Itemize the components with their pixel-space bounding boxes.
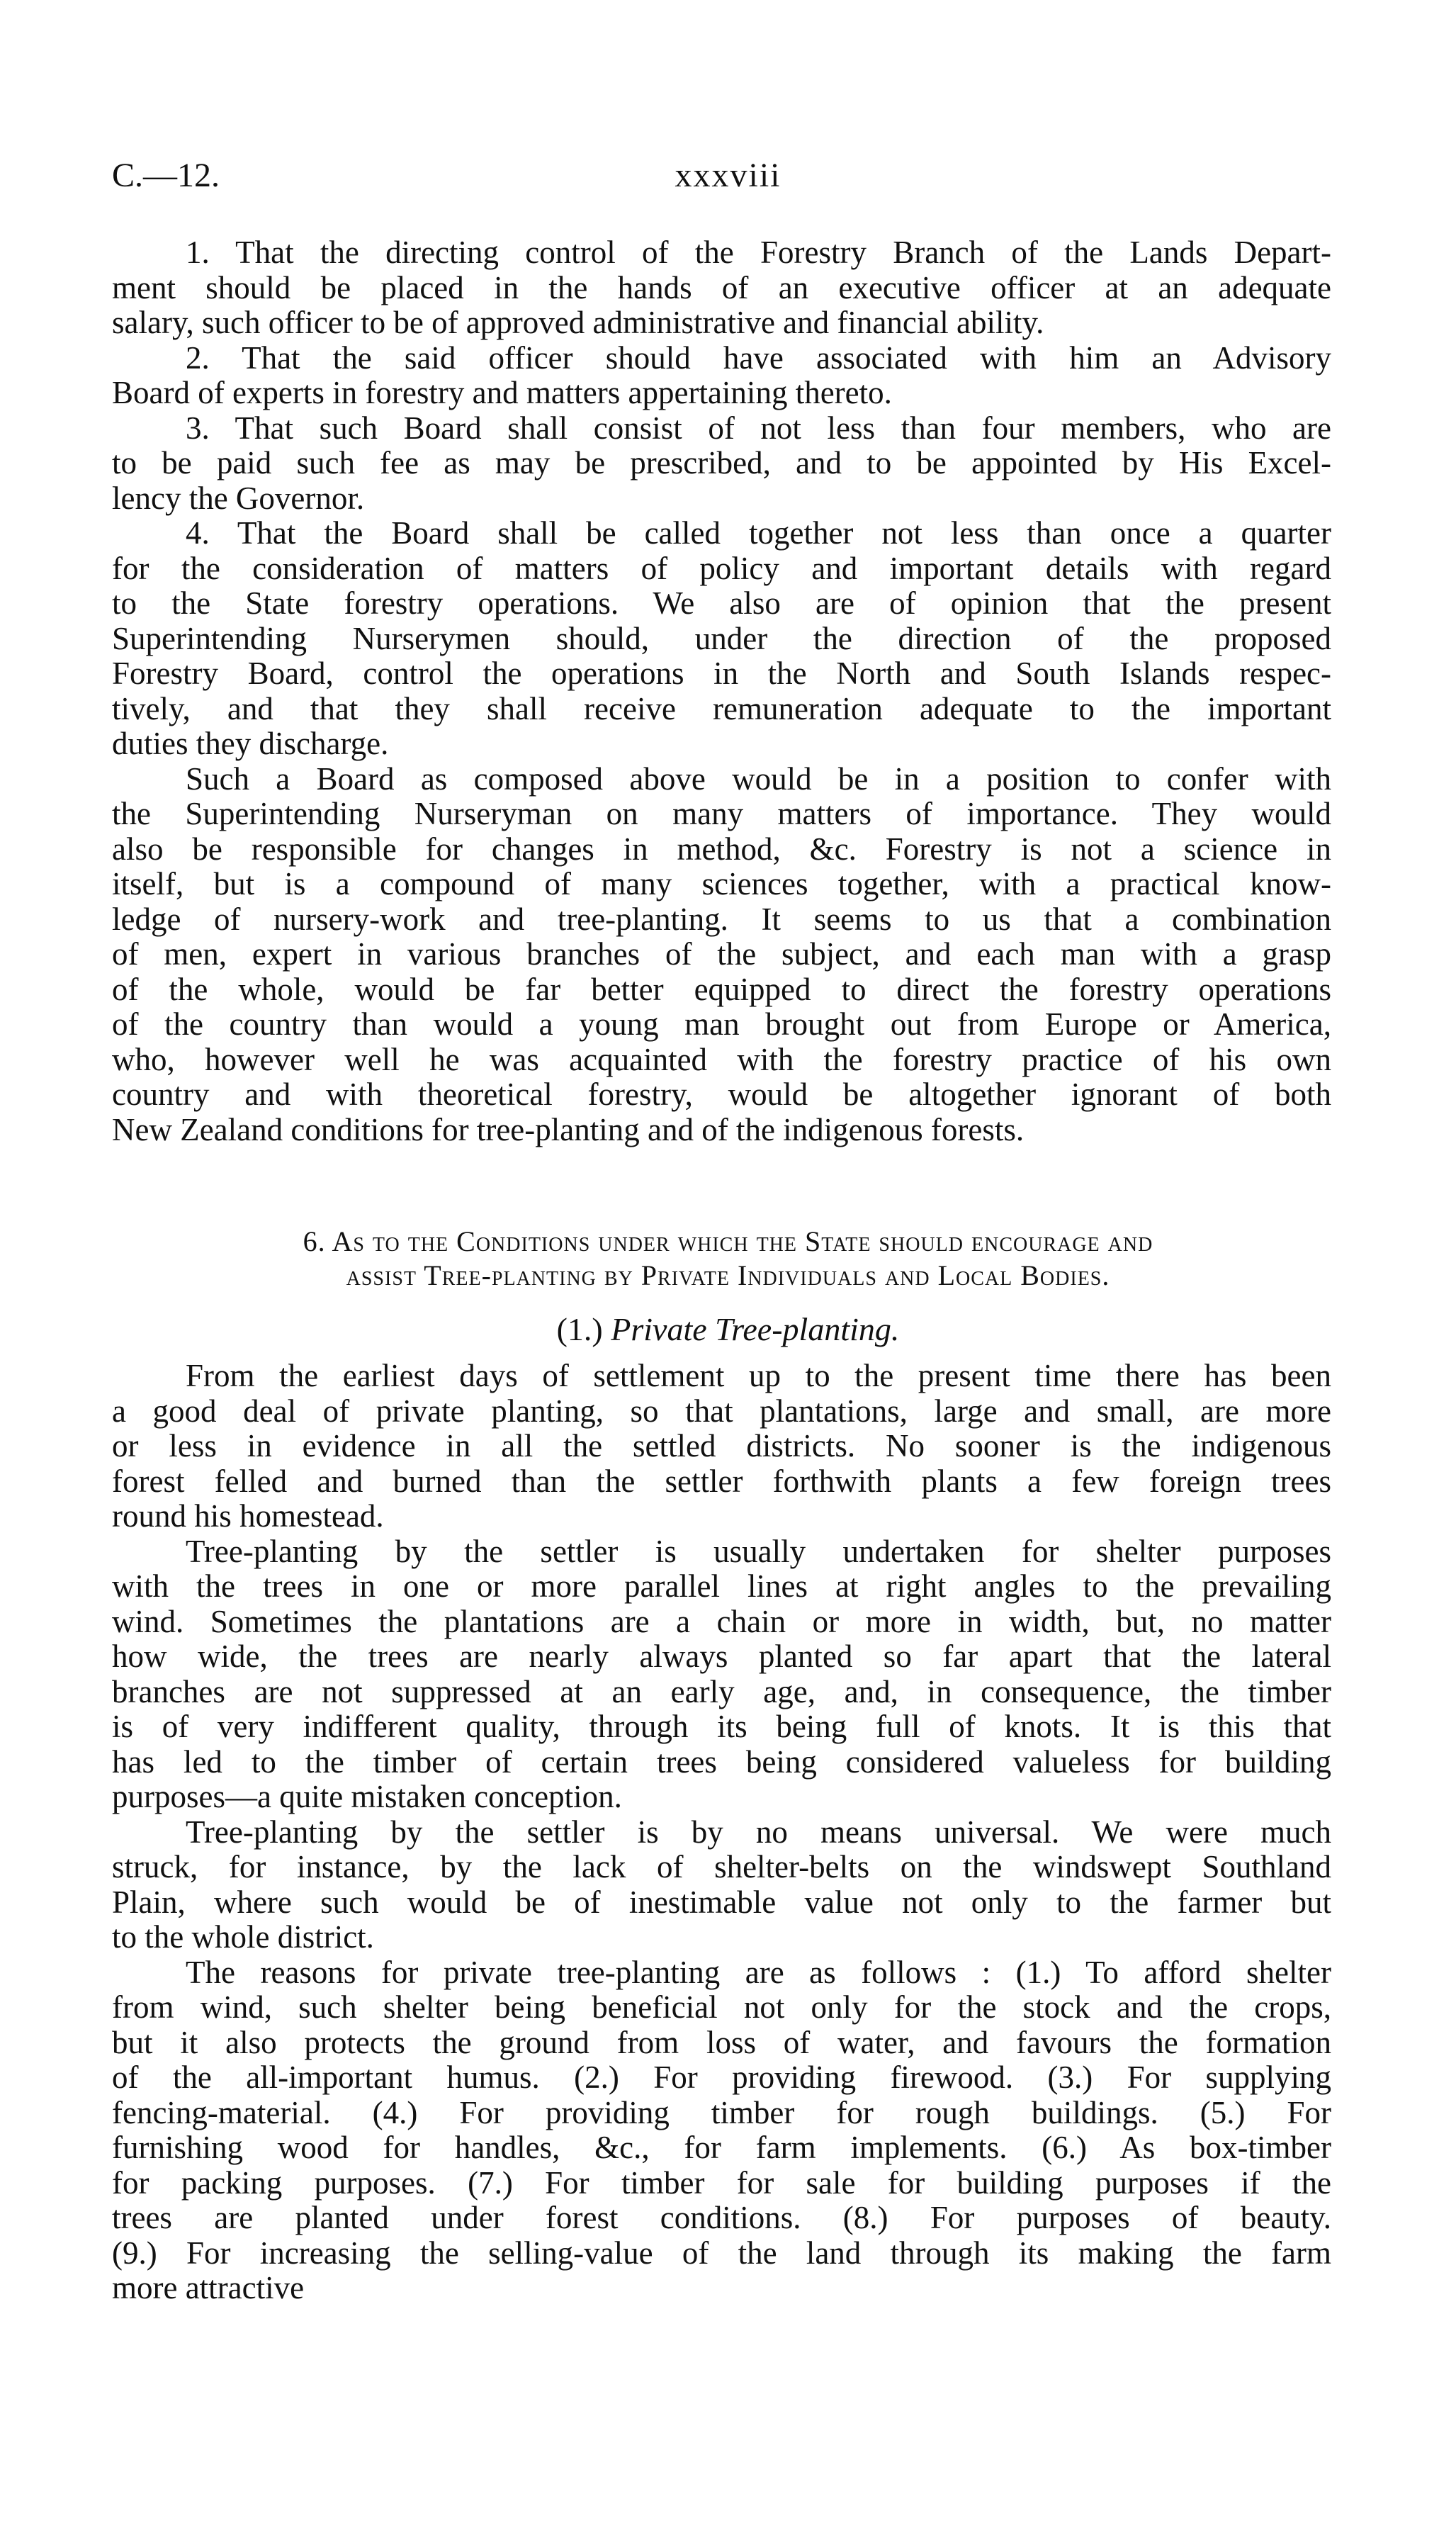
- text-line: for packing purposes. (7.) For timber for sale for building purposes if the: [112, 2164, 1331, 2201]
- text-line: is of very indifferent quality, through its being full of knots. It is this that: [112, 1709, 1331, 1744]
- subsection-number: (1.): [556, 1311, 603, 1347]
- text-line: 4. That the Board shall be called together not less than once a quarter: [186, 515, 1331, 551]
- text-line: Tree-planting by the settler is usually undertaken for shelter purposes: [186, 1533, 1331, 1569]
- text-line: country and with theoretical forestry, would be altogether ignorant of both: [112, 1077, 1331, 1112]
- text-line: Tree-planting by the settler is by no means universal. We were much: [186, 1814, 1331, 1850]
- text-line: 1. That the directing control of the Forestry Branch of the Lands Depart-: [186, 235, 1331, 270]
- text-line: for the consideration of matters of policy and important details with regard: [112, 550, 1331, 586]
- text-line: From the earliest days of settlement up to the present time there has been: [186, 1358, 1331, 1393]
- document-id: C.—12.: [112, 157, 220, 194]
- text-line: 2. That the said officer should have associated with him an Advisory: [186, 339, 1331, 376]
- text-line: Superintending Nurserymen should, under the direction of the proposed: [112, 620, 1331, 656]
- text-line: itself, but is a compound of many sciences together, with a practical know-: [112, 866, 1331, 901]
- text-line: lency the Governor.: [112, 480, 365, 516]
- text-line: branches are not suppressed at an early age, and, in consequence, the timber: [112, 1673, 1331, 1709]
- text-line: struck, for instance, by the lack of shelter-belts on the windswept Southland: [112, 1849, 1331, 1884]
- text-line: purposes—a quite mistaken conception.: [112, 1779, 622, 1814]
- text-line: also be responsible for changes in method, &c. Forestry is not a science in: [112, 831, 1331, 867]
- text-line: New Zealand conditions for tree-planting and of the indigenous forests.: [112, 1111, 1025, 1147]
- text-line: 3. That such Board shall consist of not less than four members, who are: [186, 410, 1331, 446]
- text-line: of the all-important humus. (2.) For providing firewood. (3.) For supplying: [112, 2060, 1331, 2095]
- text-line: to the whole district.: [112, 1919, 374, 1955]
- text-line: ment should be placed in the hands of an executive officer at an adequate: [112, 269, 1331, 305]
- section-heading-line-2: assist Tree-planting by Private Individuals and Local Bodies.: [346, 1259, 1110, 1291]
- text-line: with the trees in one or more parallel lines at right angles to the prevailing: [112, 1568, 1331, 1604]
- section-heading-line-1: 6. As to the Conditions under which the State should encourage and: [303, 1225, 1153, 1257]
- text-line: trees are planted under forest conditions. (8.) For purposes of beauty.: [112, 2200, 1331, 2235]
- private-tree-planting-section: [112, 1359, 1331, 2306]
- text-line: the Superintending Nurseryman on many matters of importance. They would: [112, 796, 1331, 831]
- text-line: wind. Sometimes the plantations are a chain or more in width, but, no matter: [112, 1603, 1331, 1639]
- subsection-title: Private Tree-planting.: [611, 1311, 900, 1347]
- text-line: who, however well he was acquainted with the forestry practice of his own: [112, 1041, 1331, 1077]
- text-line: how wide, the trees are nearly always planted so far apart that the lateral: [112, 1639, 1331, 1674]
- text-line: Forestry Board, control the operations in the North and South Islands respec-: [112, 656, 1331, 691]
- text-line: of the country than would a young man brought out from Europe or America,: [112, 1006, 1331, 1042]
- text-line: Plain, where such would be of inestimable value not only to the farmer but: [112, 1884, 1331, 1920]
- text-line: has led to the timber of certain trees being considered valueless for building: [112, 1743, 1331, 1780]
- text-line: The reasons for private tree-planting are as follows : (1.) To afford shelter: [186, 1954, 1331, 1990]
- subsection-heading: [0, 1312, 1456, 1347]
- text-line: a good deal of private planting, so that plantations, large and small, are more: [112, 1393, 1331, 1429]
- page-number: xxxviii: [675, 157, 781, 194]
- text-line: duties they discharge.: [112, 726, 389, 761]
- text-line: ledge of nursery-work and tree-planting. It seems to us that a combination: [112, 901, 1331, 937]
- text-line: tively, and that they shall receive remuneration adequate to the important: [112, 690, 1331, 726]
- text-line: of the whole, would be far better equipped to direct the forestry operations: [112, 971, 1331, 1007]
- text-line: salary, such officer to be of approved administrative and financial ability.: [112, 305, 1044, 340]
- text-line: to the State forestry operations. We also are of opinion that the present: [112, 585, 1331, 621]
- text-line: Board of experts in forestry and matters appertaining thereto.: [112, 375, 892, 410]
- text-line: more attractive: [112, 2270, 305, 2305]
- text-line: round his homestead.: [112, 1498, 384, 1534]
- text-line: of men, expert in various branches of the subject, and each man with a grasp: [112, 936, 1331, 972]
- text-line: forest felled and burned than the settler forthwith plants a few foreign trees: [112, 1463, 1331, 1499]
- text-line: Such a Board as composed above would be in a position to confer with: [186, 760, 1331, 797]
- text-line: but it also protects the ground from loss of water, and favours the formation: [112, 2024, 1331, 2060]
- text-line: or less in evidence in all the settled districts. No sooner is the indigenous: [112, 1428, 1331, 1463]
- text-line: from wind, such shelter being beneficial not only for the stock and the crops,: [112, 1989, 1331, 2025]
- text-line: furnishing wood for handles, &c., for farm implements. (6.) As box-timber: [112, 2130, 1331, 2165]
- text-line: to be paid such fee as may be prescribed, and to be appointed by His Excel-: [112, 445, 1331, 481]
- recommendations-section: [112, 235, 1331, 1147]
- text-line: (9.) For increasing the selling-value of the land through its making the farm: [112, 2235, 1331, 2271]
- text-line: fencing-material. (4.) For providing timber for rough buildings. (5.) For: [112, 2094, 1331, 2130]
